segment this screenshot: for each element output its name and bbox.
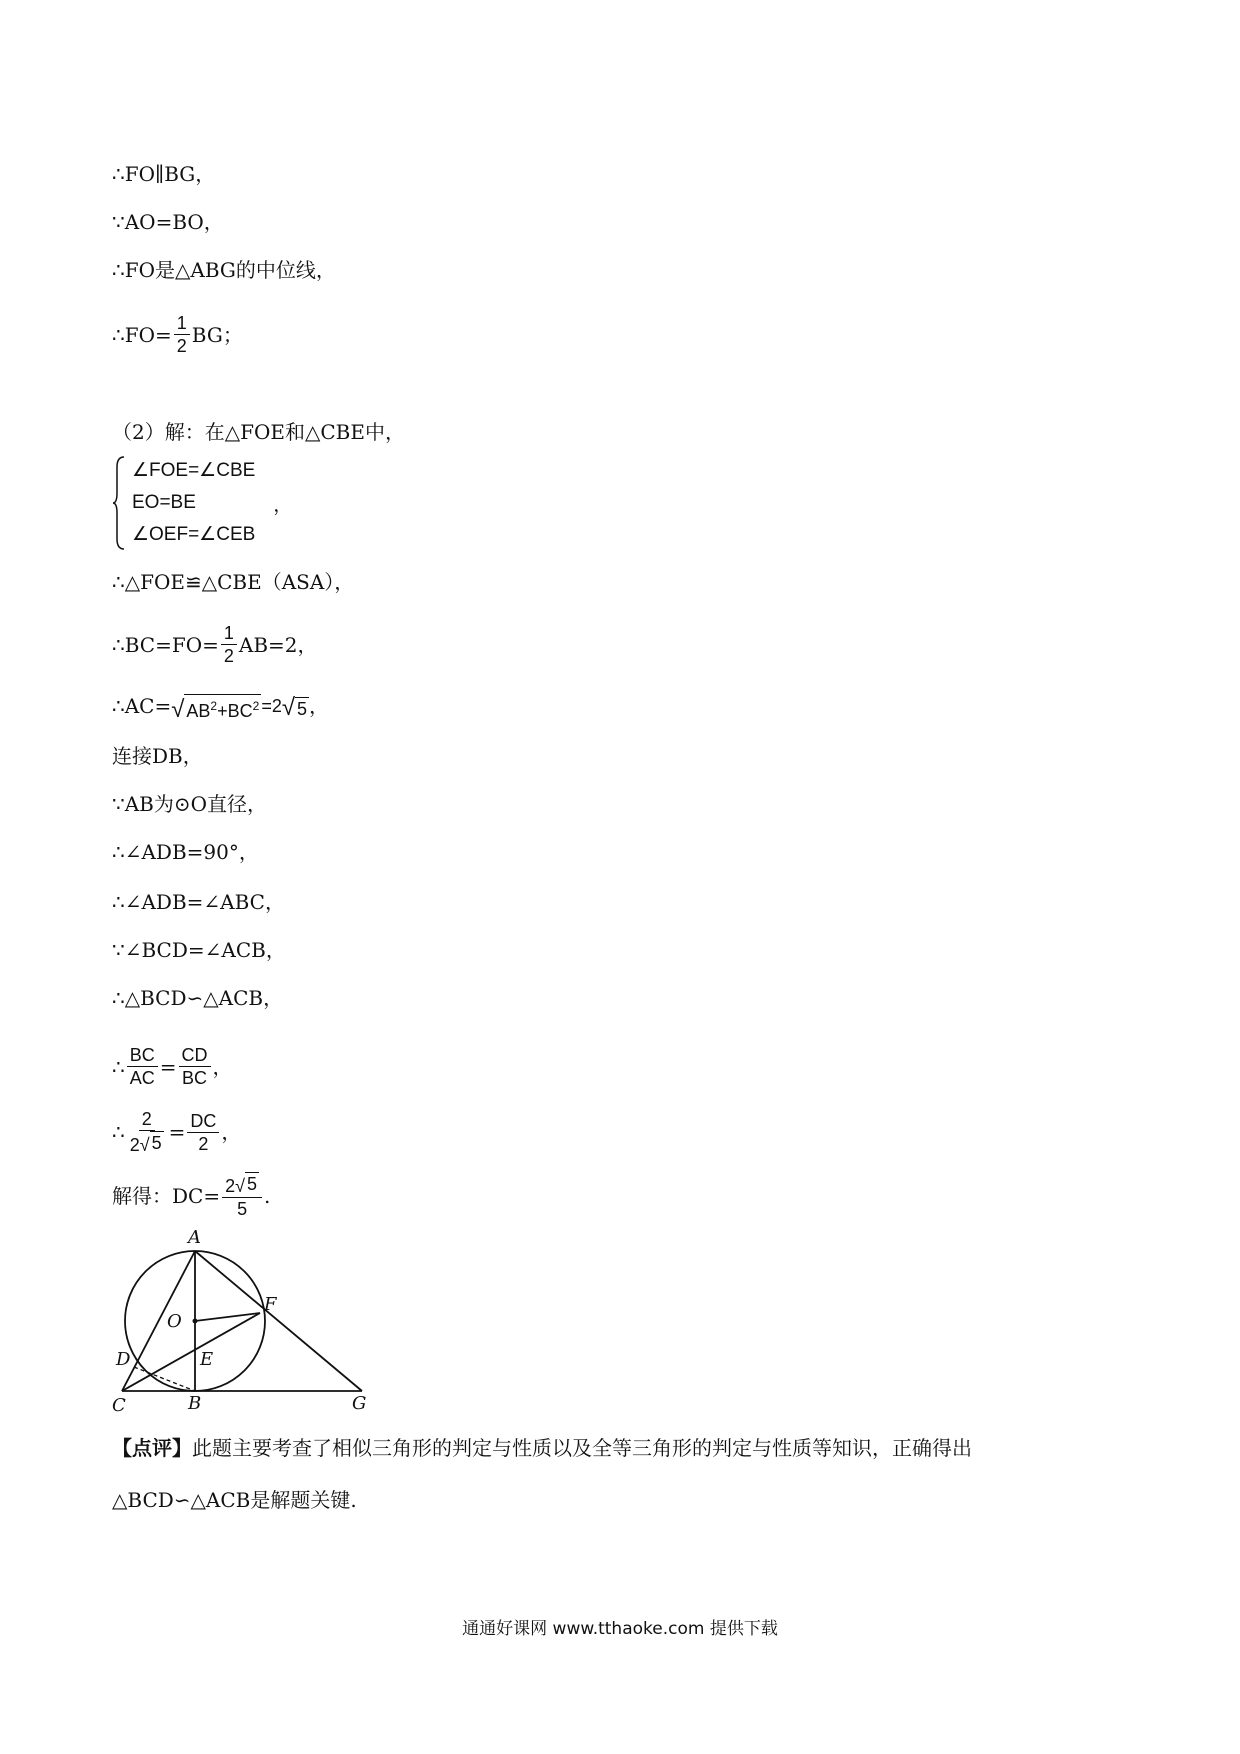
system-row-3: ∠OEF=∠CEB (132, 524, 256, 545)
coefficient: 2 (129, 1135, 140, 1155)
left-brace-icon (112, 455, 126, 551)
numerator: DC (187, 1110, 219, 1133)
radicand: 5 (247, 1174, 258, 1194)
label-d: D (116, 1349, 131, 1370)
square-root (171, 690, 261, 722)
label-a: A (188, 1227, 201, 1248)
segment-ag (195, 1251, 362, 1391)
text: 解得：DC= (112, 1184, 221, 1208)
denominator: 2 (176, 336, 187, 356)
numerator (222, 1172, 262, 1198)
segment-of (195, 1313, 260, 1321)
point-o (193, 1319, 198, 1324)
radical-icon: √ (171, 696, 185, 723)
proof-line-17 (112, 1172, 270, 1220)
numerator: 1 (221, 622, 237, 645)
text: ， (212, 1054, 233, 1079)
text: ∴FO= (112, 322, 172, 347)
label-o: O (167, 1311, 182, 1332)
radical-icon: √ (235, 1176, 246, 1196)
system-comma: ， (273, 494, 293, 516)
label-b: B (188, 1393, 202, 1414)
fraction (221, 622, 237, 667)
text: ∴BC=FO= (112, 632, 219, 657)
radicand-term: +BC (217, 701, 253, 721)
text: ， (309, 694, 330, 718)
numerator: CD (179, 1044, 211, 1067)
proof-line-10: ∵AB为⊙O直径， (112, 792, 268, 816)
text: ∴ (112, 1120, 125, 1144)
denominator: AC (129, 1068, 155, 1088)
equation-system (112, 455, 292, 551)
label-g: G (352, 1393, 367, 1414)
radical-icon: √ (139, 1135, 150, 1155)
denominator (127, 1131, 167, 1156)
radical-icon: √ (281, 693, 296, 721)
text: =2 (261, 696, 282, 716)
text: . (264, 1184, 271, 1208)
comment-line-1 (112, 1434, 972, 1462)
text: = (159, 1054, 177, 1079)
text: AB=2， (238, 632, 318, 657)
proof-line-13: ∵∠BCD=∠ACB， (112, 938, 286, 962)
fraction (174, 312, 190, 357)
exponent: 2 (210, 699, 218, 713)
denominator: 2 (223, 646, 234, 666)
square-root (282, 693, 309, 720)
text: ∴AC= (112, 694, 172, 718)
proof-line-6: ∴△FOE≌△CBE（ASA）， (112, 570, 355, 594)
proof-line-4 (112, 312, 243, 357)
proof-line-12: ∴∠ADB=∠ABC， (112, 890, 285, 914)
radicand (184, 694, 261, 722)
denominator: BC (182, 1068, 208, 1088)
comment-text: 此题主要考查了相似三角形的判定与性质以及全等三角形的判定与性质等知识，正确得出 (192, 1436, 972, 1460)
fraction (179, 1044, 211, 1089)
denominator: 5 (237, 1199, 248, 1219)
text: ， (221, 1120, 242, 1144)
numerator: 2 (139, 1108, 155, 1131)
proof-line-3: ∴FO是△ABG的中位线， (112, 258, 336, 282)
system-row-1: ∠FOE=∠CBE (132, 460, 256, 481)
fraction (187, 1110, 219, 1155)
numerator: 1 (174, 312, 190, 335)
fraction (222, 1172, 262, 1220)
label-c: C (112, 1395, 126, 1415)
radicand: 5 (297, 698, 308, 719)
fraction (127, 1108, 167, 1156)
text: BG； (191, 322, 243, 347)
proof-line-1: ∴FO∥BG， (112, 162, 216, 186)
proof-line-16 (112, 1108, 241, 1156)
geometry-figure (112, 1215, 372, 1415)
label-f: F (264, 1294, 277, 1315)
text: = (168, 1120, 186, 1144)
comment-line-2: △BCD∽△ACB是解题关键. (112, 1488, 357, 1512)
fraction (127, 1044, 158, 1089)
numerator: BC (127, 1044, 158, 1067)
proof-line-8 (112, 690, 329, 722)
proof-line-9: 连接DB， (112, 744, 203, 768)
denominator: 2 (198, 1133, 209, 1154)
system-row-2: EO=BE (132, 492, 196, 513)
text: ∴ (112, 1054, 125, 1079)
square-root (140, 1131, 164, 1154)
page-footer: 通通好课网 www.tthaoke.com 提供下载 (462, 1619, 778, 1639)
proof-line-11: ∴∠ADB=90°， (112, 840, 259, 864)
proof-line-2: ∵AO=BO， (112, 210, 224, 234)
square-root (235, 1172, 259, 1195)
radicand: 5 (151, 1133, 162, 1153)
radicand-term: AB (186, 701, 211, 721)
proof-line-14: ∴△BCD∽△ACB， (112, 986, 284, 1010)
comment-tag: 【点评】 (112, 1436, 192, 1460)
part2-heading: （2）解：在△FOE和△CBE中， (112, 420, 405, 444)
proof-line-7 (112, 622, 318, 667)
proof-line-15 (112, 1044, 233, 1089)
coefficient: 2 (225, 1176, 236, 1196)
exponent: 2 (252, 699, 260, 713)
label-e: E (200, 1349, 214, 1370)
